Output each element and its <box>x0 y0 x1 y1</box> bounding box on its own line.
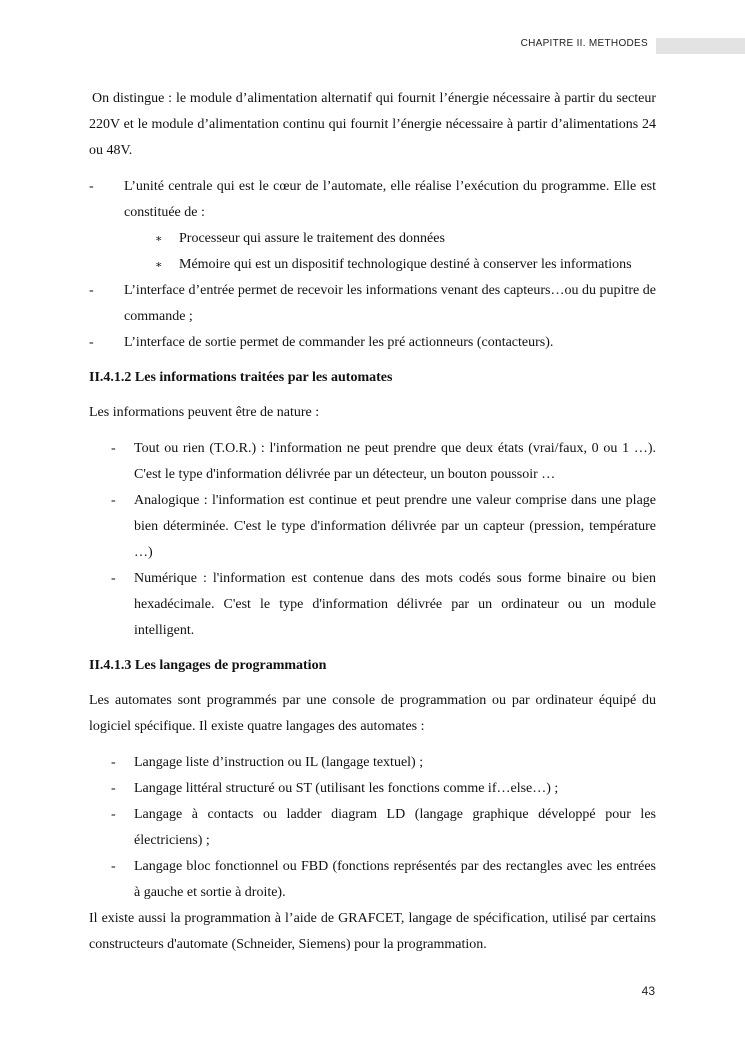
section-heading: II.4.1.3 Les langages de programmation <box>89 658 327 673</box>
language-il: Langage liste d’instruction ou IL (langage textuel) ; <box>134 755 424 770</box>
star-bullet: ∗ <box>155 233 163 245</box>
dash-bullet: - <box>111 571 116 586</box>
dash-bullet: - <box>111 441 116 456</box>
cpu-part-processor: Processeur qui assure le traitement des données <box>179 231 445 246</box>
list-item <box>89 252 656 278</box>
section-heading: II.4.1.2 Les informations traitées par les automates <box>89 370 393 385</box>
list-item <box>89 776 656 802</box>
dash-bullet: - <box>89 179 94 194</box>
list-item <box>89 330 656 356</box>
closing-paragraph: Il existe aussi la programmation à l’aide de GRAFCET, langage de spécification, utilisé par certains constructeurs d'automate (Schneider, Siemens) pour la programmation. <box>89 911 656 952</box>
info-type-analog: Analogique : l'information est continue et peut prendre une valeur comprise dans une plage bien déterminée. C'est le type d'information délivrée par un capteur (pression, température …) <box>134 493 656 560</box>
list-item <box>89 750 656 776</box>
chapter-title: CHAPITRE II. METHODES <box>520 38 648 49</box>
language-ld: Langage à contacts ou ladder diagram LD (langage graphique développé pour les électriciens) ; <box>134 807 656 848</box>
dash-bullet: - <box>111 755 116 770</box>
info-type-digital: Numérique : l'information est contenue dans des mots codés sous forme binaire ou bien hexadécimale. C'est le type d'information délivrée par un ordinateur ou un module intelligent. <box>134 571 656 638</box>
list-item <box>89 802 656 854</box>
dash-bullet: - <box>111 781 116 796</box>
intro-paragraph: On distingue : le module d’alimentation alternatif qui fournit l’énergie nécessaire à partir du secteur 220V et le module d’alimentation continu qui fournit l’énergie nécessaire à partir d’alimentations 24 ou 48V. <box>89 91 656 158</box>
page-content <box>89 86 656 958</box>
cpu-text: L’unité centrale qui est le cœur de l’automate, elle réalise l’exécution du programme. Elle est constituée de : <box>124 179 656 220</box>
page-header <box>0 36 745 54</box>
dash-bullet: - <box>89 335 94 350</box>
input-interface-text: L’interface d’entrée permet de recevoir les informations venant des capteurs…ou du pupitre de commande ; <box>124 283 656 324</box>
list-item <box>89 226 656 252</box>
dash-bullet: - <box>111 493 116 508</box>
list-item <box>89 566 656 644</box>
language-st: Langage littéral structuré ou ST (utilisant les fonctions comme if…else…) ; <box>134 781 559 796</box>
list-item <box>89 278 656 330</box>
header-bar <box>656 38 745 54</box>
list-item <box>89 174 656 226</box>
section-intro: Les informations peuvent être de nature : <box>89 405 320 420</box>
section-intro: Les automates sont programmés par une console de programmation ou par ordinateur équipé du logiciel spécifique. Il existe quatre langages des automates : <box>89 693 656 734</box>
dash-bullet: - <box>111 807 116 822</box>
page-number: 43 <box>641 984 655 998</box>
list-item <box>89 854 656 906</box>
output-interface-text: L’interface de sortie permet de commander les pré actionneurs (contacteurs). <box>124 335 554 350</box>
cpu-part-memory: Mémoire qui est un dispositif technologique destiné à conserver les informations <box>179 257 632 272</box>
list-item <box>89 436 656 488</box>
language-fbd: Langage bloc fonctionnel ou FBD (fonctions représentés par des rectangles avec les entrées à gauche et sortie à droite). <box>134 859 656 900</box>
info-type-tor: Tout ou rien (T.O.R.) : l'information ne peut prendre que deux états (vrai/faux, 0 ou 1 …). C'est le type d'information délivrée par un détecteur, un bouton poussoir … <box>134 441 656 482</box>
dash-bullet: - <box>89 283 94 298</box>
list-item <box>89 488 656 566</box>
dash-bullet: - <box>111 859 116 874</box>
star-bullet: ∗ <box>155 259 163 271</box>
